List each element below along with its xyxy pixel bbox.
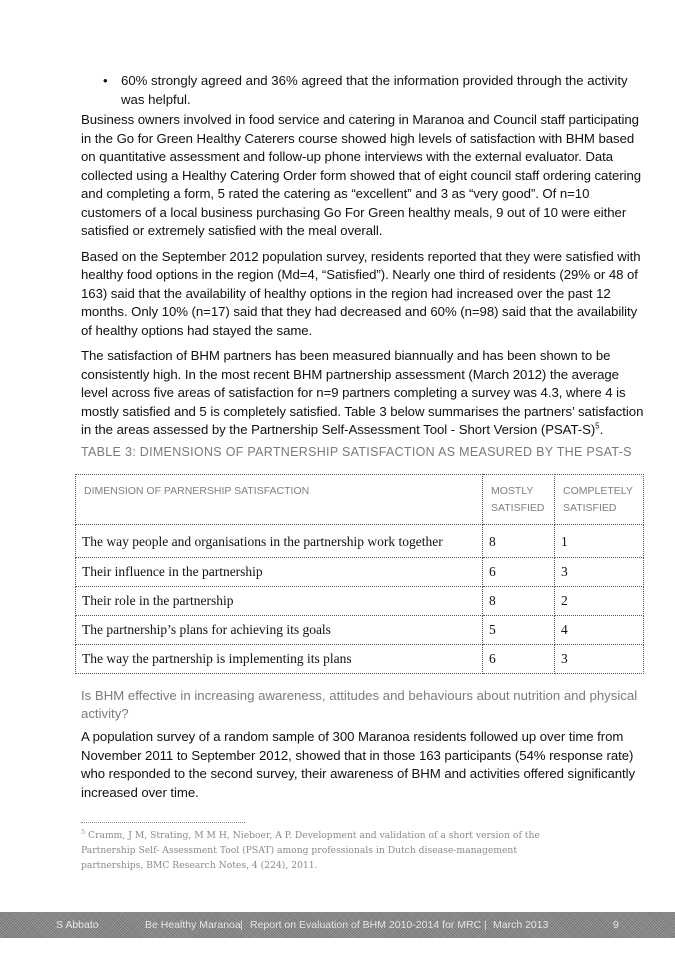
document-body	[81, 72, 646, 469]
mostly-satisfied-cell: 8	[483, 525, 555, 558]
footer-author: S Abbato	[56, 919, 99, 931]
footer-report-title: Report on Evaluation of BHM 2010-2014 for MRC	[250, 919, 482, 931]
effectiveness-section	[81, 687, 646, 809]
paragraph-catering-satisfaction: Business owners involved in food service and catering in Maranoa and Council staff participating in the Go for Green Healthy Caterers course showed high levels of satisfaction with BHM based on quantitative assessment and follow-up phone interviews with the external evaluator. Data collected using a Healthy Catering Order form showed that of eight council staff ordering catering and completing a form, 5 rated the catering as “excellent” and 3 as “very good”. Of n=10 customers of a local business purchasing Go For Green healthy meals, 9 out of 10 were either satisfied or extremely satisfied with the meal overall.	[81, 112, 642, 238]
table-row	[76, 558, 644, 587]
footnote-separator	[81, 822, 245, 823]
footnote-number: 5	[81, 827, 86, 836]
paragraph-partner-text: The satisfaction of BHM partners has been measured biannually and has been shown to be consistently high. In the most recent BHM partnership assessment (March 2012) the average level across five areas of satisfaction for n=9 partners completing a survey was 4.3, where 4 is mostly satisfied and 5 is completely satisfied. Table 3 below summarises the partners’ satisfaction in the areas assessed by the Partnership Self-Assessment Tool - Short Version (PSAT-S)	[81, 348, 644, 437]
partnership-satisfaction-table	[75, 474, 644, 674]
table-header-row	[76, 475, 644, 525]
completely-satisfied-cell: 1	[555, 525, 644, 558]
page-number: 9	[613, 919, 619, 931]
completely-satisfied-cell: 3	[555, 645, 644, 674]
footer-separator: |	[240, 919, 243, 931]
dimension-cell: Their influence in the partnership	[76, 558, 483, 587]
dimension-cell: The way the partnership is implementing its plans	[76, 645, 483, 674]
dimension-cell: The partnership’s plans for achieving its goals	[76, 616, 483, 645]
paragraph-partner-satisfaction	[81, 347, 646, 440]
footnote-reference[interactable]: 5	[595, 421, 600, 431]
paragraph-population-survey: Based on the September 2012 population survey, residents reported that they were satisfied with healthy food options in the region (Md=4, “Satisfied”). Nearly one third of residents (29% or 48 of 163) said that the availability of healthy options in the region had increased over the past 12 months. Only 10% (n=17) said that they had decreased and 60% (n=98) said that the availability of healthy options had stayed the same.	[81, 248, 641, 338]
footer-separator: |	[484, 919, 487, 931]
footer-project: Be Healthy Maranoa	[145, 919, 241, 931]
column-header-completely-satisfied: COMPLETELY SATISFIED	[555, 475, 644, 525]
bullet-icon: •	[103, 73, 108, 88]
mostly-satisfied-cell: 6	[483, 645, 555, 674]
dimension-cell: Their role in the partnership	[76, 587, 483, 616]
mostly-satisfied-cell: 6	[483, 558, 555, 587]
bullet-text: 60% strongly agreed and 36% agreed that the information provided through the activity was helpful.	[121, 73, 628, 107]
mostly-satisfied-cell: 8	[483, 587, 555, 616]
bullet-list-item	[81, 72, 646, 109]
completely-satisfied-cell: 4	[555, 616, 644, 645]
completely-satisfied-cell: 2	[555, 587, 644, 616]
table-row	[76, 587, 644, 616]
page-footer	[0, 912, 675, 938]
table-row	[76, 616, 644, 645]
dimension-cell: The way people and organisations in the partnership work together	[76, 525, 483, 558]
mostly-satisfied-cell: 5	[483, 616, 555, 645]
table-row	[76, 645, 644, 674]
table-caption: TABLE 3: DIMENSIONS OF PARTNERSHIP SATISFACTION AS MEASURED BY THE PSAT-S	[81, 444, 632, 459]
table-row	[76, 525, 644, 558]
footnote-text: Cramm, J M, Strating, M M H, Nieboer, A P. Development and validation of a short version of the Partnership Self- Assessment Tool (PSAT) among professionals in Dutch disease-management partnerships, BMC Research Notes, 4 (224), 2011.	[81, 830, 540, 871]
paragraph-awareness: A population survey of a random sample of 300 Maranoa residents followed up over time from November 2011 to September 2012, showed that in those 163 participants (54% response rate) who responded to the second survey, their awareness of BHM and activities offered significantly increased over time.	[81, 729, 636, 800]
column-header-mostly-satisfied: MOSTLY SATISFIED	[483, 475, 555, 525]
footer-date: March 2013	[493, 919, 549, 931]
column-header-dimension: DIMENSION OF PARNERSHIP SATISFACTION	[76, 475, 483, 525]
sentence-period: .	[599, 422, 604, 437]
section-heading: Is BHM effective in increasing awareness, attitudes and behaviours about nutrition and physical activity?	[81, 688, 638, 721]
completely-satisfied-cell: 3	[555, 558, 644, 587]
footnote	[81, 828, 551, 873]
